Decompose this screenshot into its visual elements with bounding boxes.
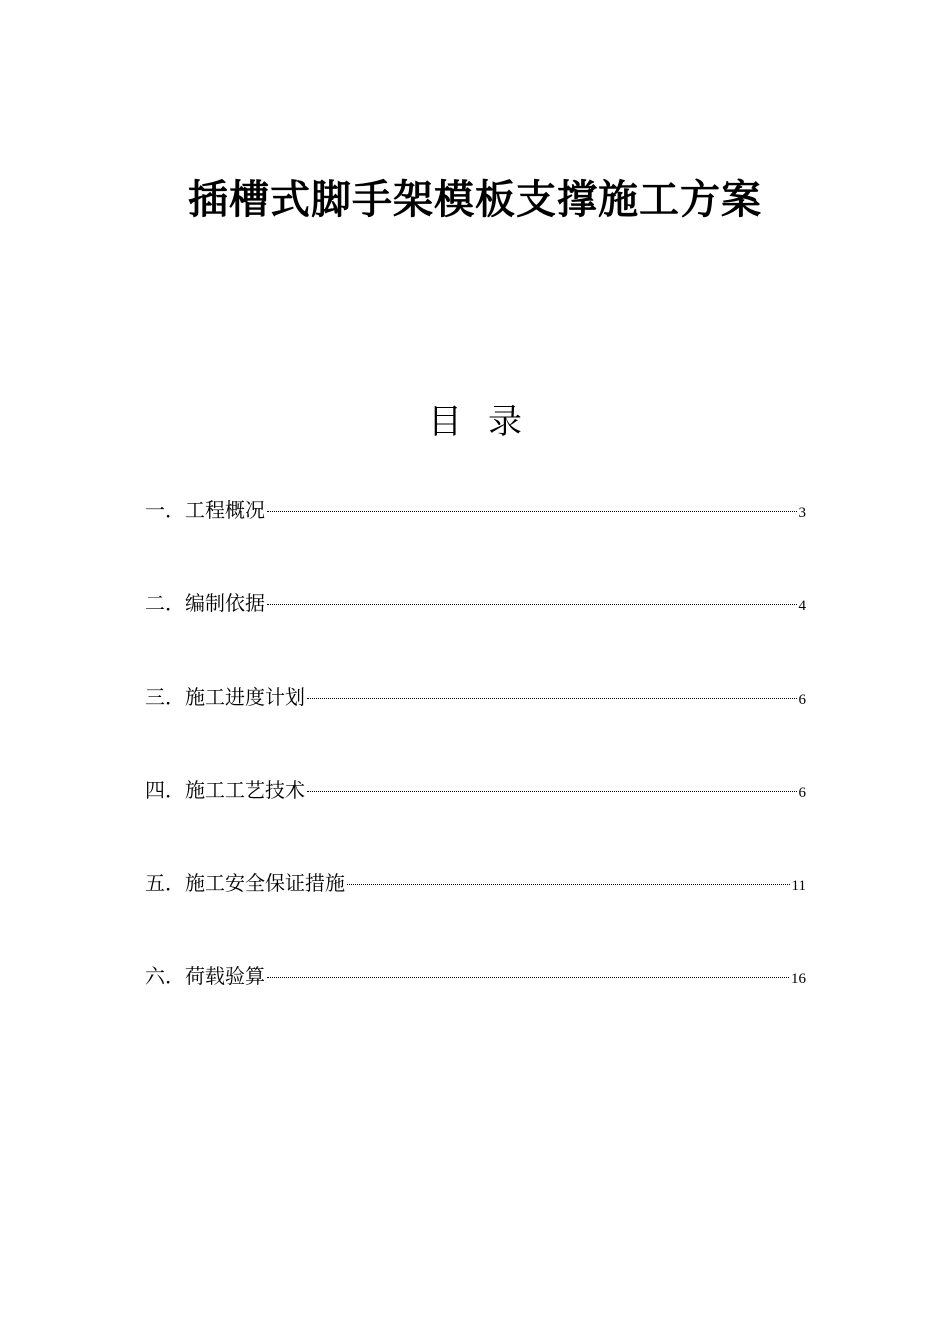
toc-entry[interactable] (145, 680, 806, 773)
toc-dot-leader (347, 884, 790, 885)
toc-entry-page: 6 (798, 784, 806, 801)
toc-entry[interactable] (145, 773, 806, 866)
toc-entry[interactable] (145, 493, 806, 586)
toc-entry-label: 二．编制依据 (145, 591, 265, 616)
toc-entry[interactable] (145, 866, 806, 959)
toc-entry-page: 6 (798, 691, 806, 708)
toc-dot-leader (267, 511, 797, 512)
toc-entry-label: 四．施工工艺技术 (145, 777, 305, 802)
table-of-contents (145, 493, 806, 1053)
toc-dot-leader (267, 604, 797, 605)
toc-entry[interactable] (145, 586, 806, 679)
toc-entry-page: 11 (791, 878, 806, 895)
toc-entry-label: 六．荷载验算 (145, 964, 265, 989)
toc-entry-label: 三．施工进度计划 (145, 684, 305, 709)
toc-dot-leader (307, 698, 797, 699)
toc-entry-label: 一．工程概况 (145, 498, 265, 522)
toc-entry-page: 3 (798, 505, 806, 521)
document-title: 插槽式脚手架模板支撑施工方案 (188, 177, 762, 223)
toc-dot-leader (267, 977, 789, 978)
toc-entry-page: 4 (798, 598, 806, 615)
toc-entry[interactable] (145, 959, 806, 1052)
toc-entry-page: 16 (791, 971, 806, 988)
toc-entry-label: 五．施工安全保证措施 (145, 871, 345, 896)
toc-heading: 目录 (428, 402, 548, 442)
toc-dot-leader (307, 791, 797, 792)
